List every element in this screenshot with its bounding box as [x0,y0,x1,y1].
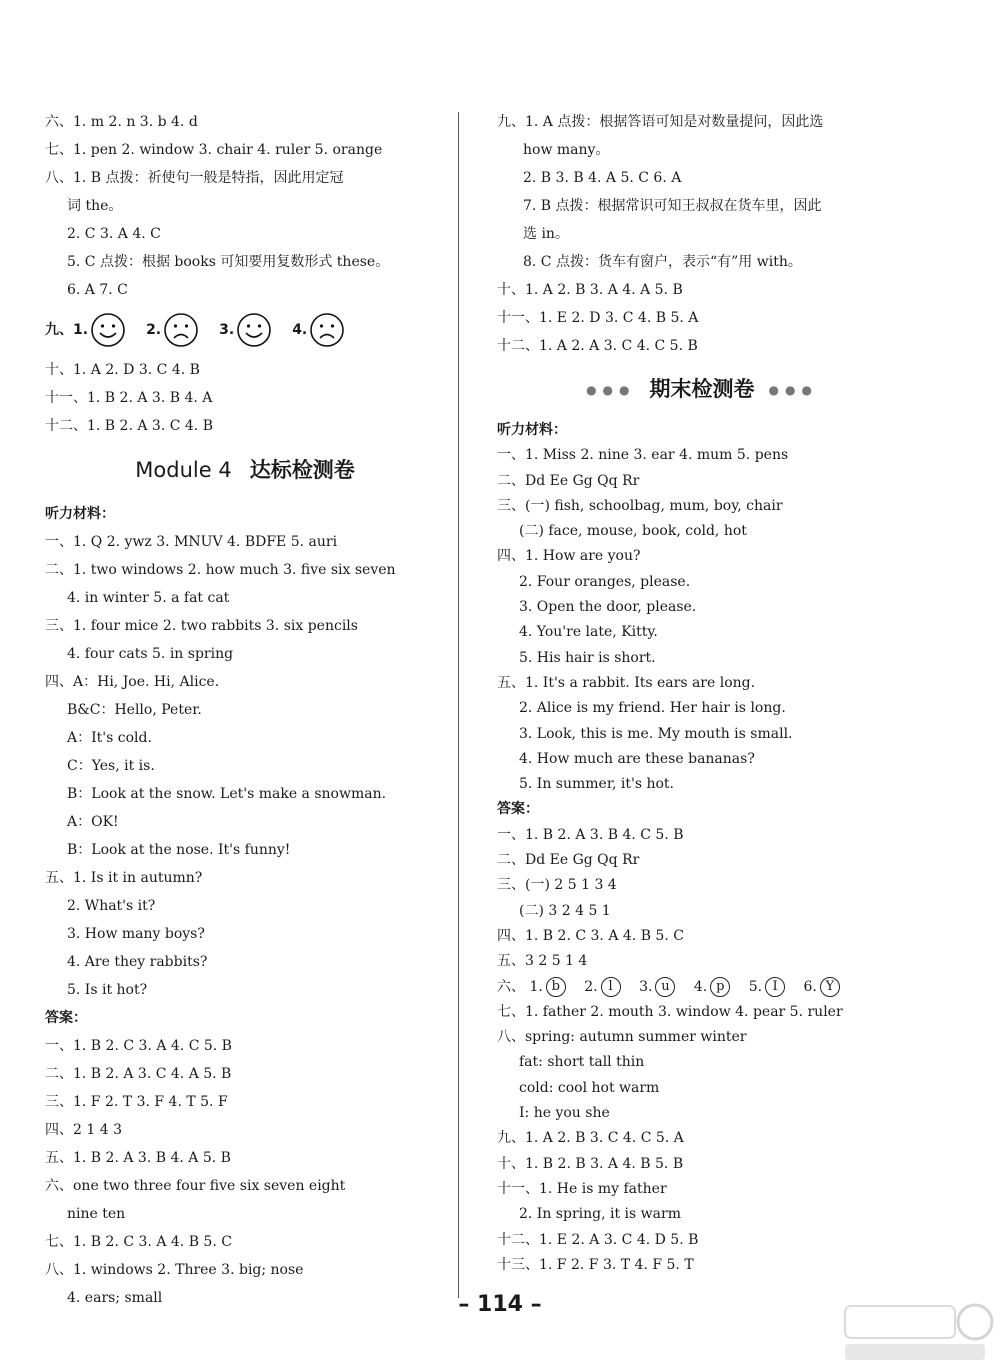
answer-line: 四、1. B 2. C 3. A 4. B 5. C [497,927,684,944]
listening-line: 2. What's it? [67,898,156,914]
circled-prefix: 六、 [497,978,525,995]
listening-line: B：Look at the nose. It's funny! [67,842,291,858]
listening-line: 4. How much are these bananas? [519,750,755,767]
module-title: Module 4 [135,458,232,482]
sad-face-icon [309,312,345,348]
listening-line: 5. In summer, it's hot. [519,776,675,793]
face-number: 九、1. [45,322,89,338]
answer-line: 十二、1. A 2. A 3. C 4. C 5. B [497,338,698,354]
face-answers [45,304,445,356]
answer-line: 七、1. father 2. mouth 3. window 4. pear 5. ruler [497,1003,843,1020]
circled-letter: b [546,977,566,997]
face-number: 2. [146,322,162,338]
circled-number: 4. [693,978,708,995]
answer-line: 十一、1. E 2. D 3. C 4. B 5. A [497,310,699,326]
answer-line: 一、1. B 2. A 3. B 4. C 5. B [497,826,684,843]
left-answers-a [45,356,445,440]
answer-line: 九、1. A 点拨：根据答语可知是对数量提问，因此选 [497,114,824,130]
listening-line: 3. How many boys? [67,926,205,942]
answer-line: 六、one two three four five six seven eight [45,1178,346,1194]
listening-line: 4. in winter 5. a fat cat [67,590,230,606]
face-number: 3. [219,322,235,338]
answer-line: 九、1. A 2. B 3. C 4. C 5. A [497,1130,684,1147]
listening-line: 三、1. four mice 2. two rabbits 3. six pencils [45,618,358,634]
listening-line: A：OK! [67,814,119,830]
right-listening [497,443,907,797]
circled-number: 6. [803,978,817,995]
answer-line: 十、1. A 2. D 3. C 4. B [45,362,200,378]
listening-line: 4. Are they rabbits? [67,954,208,970]
right-top-answers [497,108,907,360]
answer-line: 八、spring: autumn summer winter [497,1029,747,1046]
answer-line: 十一、1. He is my father [497,1180,667,1197]
answer-line: 十、1. A 2. B 3. A 4. A 5. B [497,282,683,298]
listening-line: 3. Look, this is me. My mouth is small. [519,725,793,742]
listening-line: 4. four cats 5. in spring [67,646,234,662]
listening-line: A：It's cold. [67,730,152,746]
answer-line: 八、1. windows 2. Three 3. big; nose [45,1262,304,1278]
listening-line: 四、A：Hi, Joe. Hi, Alice. [45,674,220,690]
answer-line: 六、1. m 2. n 3. b 4. d [45,114,198,130]
page-number: – 114 – [458,1292,542,1317]
happy-face-icon [236,312,272,348]
answer-line: I: he you she [519,1105,610,1122]
answer-line: 6. A 7. C [67,282,128,298]
answer-line: 十二、1. B 2. A 3. C 4. B [45,418,213,434]
listening-line: 四、1. How are you? [497,548,641,565]
answer-line: 八、1. B 点拨：祈使句一般是特指，因此用定冠 [45,170,344,186]
right-answers-b [497,1000,907,1278]
listening-line: 3. Open the door, please. [519,599,697,616]
circled-item [584,975,620,1000]
answer-line: (二) 3 2 4 5 1 [519,902,611,919]
answer-line: 一、1. B 2. C 3. A 4. C 5. B [45,1038,232,1054]
listening-line: B：Look at the snow. Let's make a snowman. [67,786,387,802]
answer-line: cold: cool hot warm [519,1079,660,1096]
circled-letter: l [601,977,621,997]
circled-letters-answer [497,975,907,1000]
right-answers-a [497,823,907,975]
face-number: 4. [292,322,308,338]
right-column [497,108,907,1278]
answer-line: 七、1. B 2. C 3. A 4. B 5. C [45,1234,232,1250]
answer-line: 二、1. B 2. A 3. C 4. A 5. B [45,1066,232,1082]
answer-line: nine ten [67,1206,126,1222]
circled-number: 5. [748,978,763,995]
answers-label: 答案： [45,1010,87,1026]
answer-line: 七、1. pen 2. window 3. chair 4. ruler 5. orange [45,142,383,158]
listening-line: 5. His hair is short. [519,649,656,666]
circled-letter: u [655,977,675,997]
circled-item [529,975,565,1000]
answer-line: how many。 [523,142,610,158]
listening-line: 二、1. two windows 2. how much 3. five six seven [45,562,396,578]
decor-dots-right: ●●● [768,383,818,397]
answer-line: 十二、1. E 2. A 3. C 4. D 5. B [497,1231,699,1248]
listening-line: 二、Dd Ee Gg Qq Rr [497,472,640,489]
listening-line: 五、1. It's a rabbit. Its ears are long. [497,674,756,691]
answer-line: 三、(一) 2 5 1 3 4 [497,877,617,894]
answer-line: 7. B 点拨：根据常识可知王叔叔在货车里，因此 [523,198,822,214]
exam-title: 期末检测卷 [649,377,755,401]
listening-line: 五、1. Is it in autumn? [45,870,203,886]
answers-label: 答案： [497,801,539,818]
answer-line: 四、2 1 4 3 [45,1122,122,1138]
listening-line: 5. Is it hot? [67,982,148,998]
module-subtitle: 达标检测卷 [249,458,355,482]
answer-line: 2. C 3. A 4. C [67,226,161,242]
exam-heading [497,360,907,418]
circled-letter: I [765,977,785,997]
answer-line: 5. C 点拨：根据 books 可知要用复数形式 these。 [67,254,390,270]
listening-line: 2. Four oranges, please. [519,573,691,590]
listening-line: B&C：Hello, Peter. [67,702,202,718]
listening-line: 一、1. Miss 2. nine 3. ear 4. mum 5. pens [497,447,789,464]
circled-item [694,975,730,1000]
left-listening [45,528,445,1004]
watermark-logo-icon [835,1300,995,1364]
left-answers [45,1032,445,1312]
left-top-answers [45,108,445,304]
circled-item [804,975,840,1000]
circled-item [749,975,785,1000]
listening-label: 听力材料： [45,506,115,522]
happy-face-icon [90,312,126,348]
listening-line: 三、(一) fish, schoolbag, mum, boy, chair [497,497,783,514]
answer-line: 二、Dd Ee Gg Qq Rr [497,852,640,869]
listening-line: (二) face, mouse, book, cold, hot [519,523,747,540]
circled-number: 2. [584,978,598,995]
answer-line: 4. ears; small [67,1290,163,1306]
answer-line: 十三、1. F 2. F 3. T 4. F 5. T [497,1256,694,1273]
answer-line: 五、1. B 2. A 3. B 4. A 5. B [45,1150,231,1166]
listening-line: 2. Alice is my friend. Her hair is long. [519,700,786,717]
answer-line: fat: short tall thin [519,1054,645,1071]
answer-line: 词 the。 [67,198,123,214]
decor-dots-left: ●●● [586,383,636,397]
listening-line: 一、1. Q 2. ywz 3. MNUV 4. BDFE 5. auri [45,534,338,550]
circled-letter: p [710,977,730,997]
answer-line: 五、3 2 5 1 4 [497,953,588,970]
answer-line: 三、1. F 2. T 3. F 4. T 5. F [45,1094,228,1110]
answer-line: 选 in。 [523,226,569,242]
circled-number: 1. [529,978,543,995]
module-heading [45,440,445,500]
circled-number: 3. [639,978,653,995]
listening-line: C：Yes, it is. [67,758,155,774]
answer-line: 十、1. B 2. B 3. A 4. B 5. B [497,1155,684,1172]
listening-line: 4. You're late, Kitty. [519,624,658,641]
circled-letter: Y [820,977,840,997]
answer-line: 2. In spring, it is warm [519,1206,681,1223]
circled-item [639,975,675,1000]
answer-line: 十一、1. B 2. A 3. B 4. A [45,390,213,406]
answer-line: 2. B 3. B 4. A 5. C 6. A [523,170,682,186]
column-divider [458,112,459,1298]
listening-label: 听力材料： [497,422,567,438]
sad-face-icon [163,312,199,348]
left-column [45,108,445,1312]
answer-line: 8. C 点拨：货车有窗户，表示“有”用 with。 [523,254,802,270]
